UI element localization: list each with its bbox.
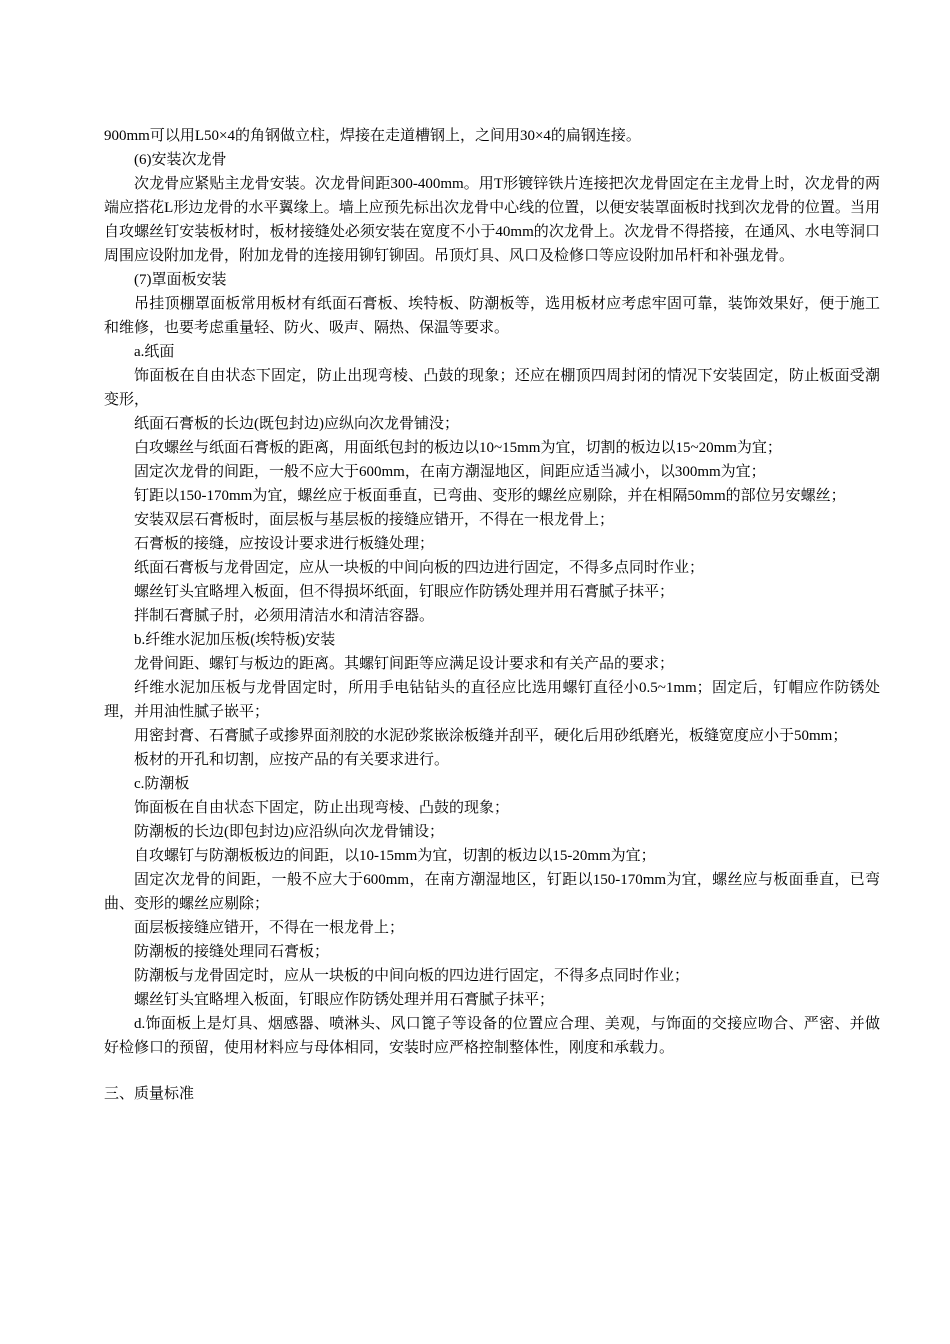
paragraph: 固定次龙骨的间距，一般不应大于600mm，在南方潮湿地区，间距应适当减小，以300mm为宜； [134,464,766,480]
paragraph: d.饰面板上是灯具、烟感器、喷淋头、风口篦子等设备的位置应合理、美观，与饰面的交接应吻合、严密、并做好检修口的预留，使用材料应与母体相同，安装时应严格控制整体性，刚度和承载力。 [104,1016,880,1056]
paragraph: 石膏板的接缝，应按设计要求进行板缝处理； [134,536,435,552]
paragraph: 钉距以150-170mm为宜，螺丝应于板面垂直，已弯曲、变形的螺丝应剔除，并在相隔50mm的部位另安螺丝； [134,488,846,504]
paragraph: b.纤维水泥加压板(埃特板)安装 [134,632,336,648]
paragraph: 螺丝钉头宜略埋入板面，钉眼应作防锈处理并用石膏腻子抹平； [134,992,555,1008]
paragraph: a.纸面 [134,344,175,360]
paragraph: 纸面石膏板与龙骨固定，应从一块板的中间向板的四边进行固定，不得多点同时作业； [134,560,705,576]
document-body [104,124,880,1060]
section-gap [104,1060,880,1082]
paragraph: 饰面板在自由状态下固定，防止出现弯棱、凸鼓的现象； [134,800,510,816]
paragraph: 吊挂顶棚罩面板常用板材有纸面石膏板、埃特板、防潮板等，选用板材应考虑牢固可靠，装饰效果好，便于施工和维修，也要考虑重量轻、防火、吸声、隔热、保温等要求。 [104,296,880,336]
paragraph: 次龙骨应紧贴主龙骨安装。次龙骨间距300-400mm。用T形镀锌铁片连接把次龙骨固定在主龙骨上时，次龙骨的两端应搭花L形边龙骨的水平翼缘上。墙上应预先标出次龙骨中心线的位置，以便安装罩面板时找到次龙骨的位置。当用自攻螺丝钉安装板材时，板材接缝处必须安装在宽度不小于40mm的次龙骨上。次龙骨不得搭接，在通风、水电等洞口周围应设附加龙骨，附加龙骨的连接用铆钉铆固。吊顶灯具、风口及检修口等应设附加吊杆和补强龙骨。 [104,176,880,264]
paragraph: 白攻螺丝与纸面石膏板的距离，用面纸包封的板边以10~15mm为宜，切割的板边以15~20mm为宜； [134,440,782,456]
document-page [104,124,880,1106]
paragraph: (6)安装次龙骨 [134,152,227,168]
paragraph: c.防潮板 [134,776,190,792]
section-heading: 三、质量标准 [104,1086,195,1102]
paragraph: (7)罩面板安装 [134,272,227,288]
paragraph: 防潮板的长边(即包封边)应沿纵向次龙骨铺设； [134,824,444,840]
paragraph: 用密封膏、石膏腻子或掺界面剂胶的水泥砂浆嵌涂板缝并刮平，硬化后用砂纸磨光，板缝宽度应小于50mm； [134,728,848,744]
paragraph: 安装双层石膏板时，面层板与基层板的接缝应错开，不得在一根龙骨上； [134,512,615,528]
paragraph: 螺丝钉头宜略埋入板面，但不得损坏纸面，钉眼应作防锈处理并用石膏腻子抹平； [134,584,675,600]
paragraph: 防潮板的接缝处理同石膏板； [134,944,330,960]
paragraph: 防潮板与龙骨固定时，应从一块板的中间向板的四边进行固定，不得多点同时作业； [134,968,690,984]
paragraph: 龙骨间距、螺钉与板边的距离。其螺钉间距等应满足设计要求和有关产品的要求； [134,656,675,672]
paragraph: 板材的开孔和切割，应按产品的有关要求进行。 [134,752,450,768]
paragraph: 饰面板在自由状态下固定，防止出现弯棱、凸鼓的现象；还应在棚顶四周封闭的情况下安装固定，防止板面受潮变形， [104,368,880,408]
paragraph: 纸面石膏板的长边(既包封边)应纵向次龙骨铺没； [134,416,459,432]
paragraph: 固定次龙骨的间距，一般不应大于600mm，在南方潮湿地区，钉距以150-170mm为宜，螺丝应与板面垂直，已弯曲、变形的螺丝应剔除； [104,872,880,912]
paragraph: 拌制石膏腻子肘，必须用清洁水和清洁容器。 [134,608,435,624]
paragraph: 纤维水泥加压板与龙骨固定时，所用手电钻钻头的直径应比选用螺钉直径小0.5~1mm；固定后，钉帽应作防锈处理，并用油性腻子嵌平； [104,680,880,720]
paragraph: 面层板接缝应错开，不得在一根龙骨上； [134,920,405,936]
paragraph: 自攻螺钉与防潮板板边的间距，以10-15mm为宜，切割的板边以15-20mm为宜； [134,848,656,864]
paragraph: 900mm可以用L50×4的角钢做立柱，焊接在走道槽钢上，之间用30×4的扁钢连接。 [104,128,641,144]
